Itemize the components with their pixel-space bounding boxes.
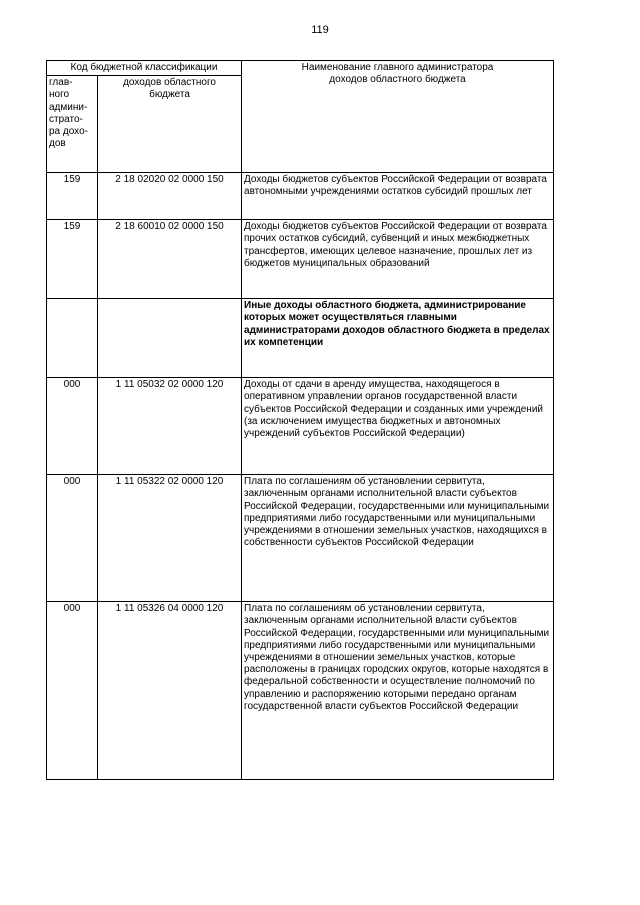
table-row	[47, 173, 554, 220]
header-chief-administrator: глав- ного админи- страто- ра дохо- дов	[47, 76, 98, 173]
admin-code-cell: 159	[47, 220, 98, 299]
table-header-row	[47, 61, 554, 76]
name-cell: Доходы от сдачи в аренду имущества, находящегося в оперативном управлении органов государственной власти субъектов Российской Федерации и созданных ими учреждений (за исключением имущества бюджетных и автономных учреждений субъектов Российской Федерации)	[242, 378, 554, 475]
table-row	[47, 378, 554, 475]
income-code-cell: 2 18 60010 02 0000 150	[98, 220, 242, 299]
admin-code-cell: 000	[47, 475, 98, 602]
header-income-code: доходов областного бюджета	[98, 76, 242, 173]
income-code-cell: 1 11 05032 02 0000 120	[98, 378, 242, 475]
income-code-cell: 1 11 05326 04 0000 120	[98, 602, 242, 780]
page-number: 119	[311, 24, 329, 36]
admin-code-cell: 000	[47, 602, 98, 780]
table-row	[47, 602, 554, 780]
table-row	[47, 220, 554, 299]
admin-code-cell: 000	[47, 378, 98, 475]
table-row-section-heading	[47, 299, 554, 378]
income-code-cell	[98, 299, 242, 378]
section-heading-cell: Иные доходы областного бюджета, администрирование которых может осуществляться главными администраторами доходов областного бюджета в пределах их компетенции	[242, 299, 554, 378]
header-administrator-name: Наименование главного администратора доходов областного бюджета	[242, 61, 554, 173]
income-code-cell: 1 11 05322 02 0000 120	[98, 475, 242, 602]
budget-classification-table	[46, 60, 554, 780]
header-code-group: Код бюджетной классификации	[47, 61, 242, 76]
name-cell: Доходы бюджетов субъектов Российской Федерации от возврата прочих остатков субсидий, субвенций и иных межбюджетных трансфертов, имеющих целевое назначение, прошлых лет из бюджетов муниципальных образований	[242, 220, 554, 299]
table-row	[47, 475, 554, 602]
admin-code-cell	[47, 299, 98, 378]
name-cell: Плата по соглашениям об установлении сервитута, заключенным органами исполнительной власти субъектов Российской Федерации, государственными или муниципальными предприятиями либо государственными или муниципальными учреждениями в отношении земельных участков, находящихся в собственности субъектов Российской Федерации	[242, 475, 554, 602]
name-cell: Доходы бюджетов субъектов Российской Федерации от возврата автономными учреждениями остатков субсидий прошлых лет	[242, 173, 554, 220]
income-code-cell: 2 18 02020 02 0000 150	[98, 173, 242, 220]
name-cell: Плата по соглашениям об установлении сервитута, заключенным органами исполнительной власти субъектов Российской Федерации, государственными или муниципальными предприятиями либо государственными или муниципальными учреждениями в отношении земельных участков, которые расположены в границах городских округов, которые находятся в федеральной собственности и осуществление полномочий по управлению и распоряжению которыми передано органам государственной власти субъектов Российской Федерации	[242, 602, 554, 780]
admin-code-cell: 159	[47, 173, 98, 220]
